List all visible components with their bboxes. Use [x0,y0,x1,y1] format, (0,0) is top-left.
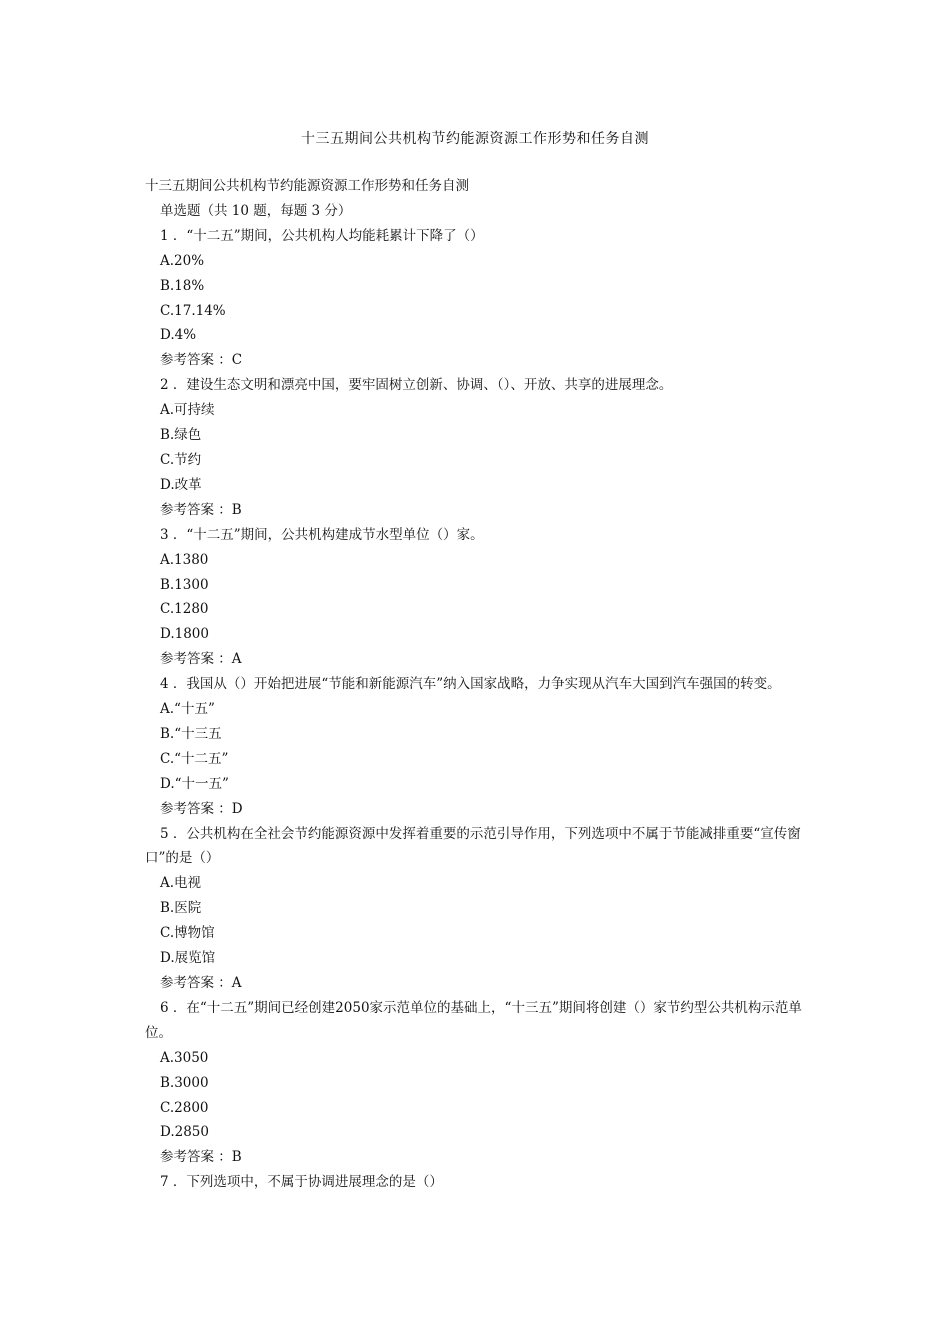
answer-option: A.1380 [160,551,209,568]
answer-option: A.可持续 [160,402,215,419]
answer-option: A.3050 [160,1049,209,1066]
reference-answer: 参考答案 ：A [160,651,242,668]
section-heading: 单选题（共 10 题，每题 3 分） [160,202,352,219]
question-block [145,1170,805,1195]
question-block [145,523,805,672]
answer-option: C.博物馆 [160,925,215,942]
answer-option: B.“十三五 [160,725,222,742]
answer-option: A.“十五” [160,701,215,718]
answer-option: D.展览馆 [160,950,216,967]
answer-option: A.电视 [160,875,202,892]
question-text: 1 ．“十二五”期间，公共机构人均能耗累计下降了（） [160,227,484,244]
question-text: 6 ．在“十二五”期间已经创建2050家示范单位的基础上，“十三五”期间将创建（）家节约型公共机构示范单位。 [145,999,802,1041]
answer-option: D.“十一五” [160,775,229,792]
question-text: 5 ．公共机构在全社会节约能源资源中发挥着重要的示范引导作用，下列选项中不属于节能减排重要“宣传窗口”的是（） [145,825,801,867]
reference-answer: 参考答案 ：D [160,800,243,817]
answer-option: D.2850 [160,1124,209,1141]
answer-option: C.17.14% [160,302,226,319]
question-text: 3 ．“十二五”期间，公共机构建成节水型单位（）家。 [160,526,484,543]
question-block [145,373,805,522]
answer-option: B.18% [160,277,205,294]
question-text: 7 ．下列选项中，不属于协调进展理念的是（） [160,1174,443,1191]
answer-option: D.4% [160,327,197,344]
question-text: 2 ．建设生态文明和漂亮中国，要牢固树立创新、协调、（）、开放、共享的进展理念。 [160,377,673,394]
question-block [145,672,805,821]
answer-option: D.改革 [160,476,202,493]
reference-answer: 参考答案 ：B [160,1149,242,1166]
answer-option: B.医院 [160,900,202,917]
answer-option: B.3000 [160,1074,209,1091]
answer-option: C.2800 [160,1099,209,1116]
reference-answer: 参考答案 ：B [160,501,242,518]
answer-option: D.1800 [160,626,209,643]
question-block [145,822,805,996]
reference-answer: 参考答案 ：A [160,975,242,991]
answer-option: A.20% [160,252,205,269]
answer-option: C.节约 [160,451,202,468]
answer-option: C.1280 [160,601,209,618]
answer-option: B.1300 [160,576,209,593]
document-title: 十三五期间公共机构节约能源资源工作形势和任务自测 [301,131,649,147]
question-block [145,224,805,373]
document-subtitle: 十三五期间公共机构节约能源资源工作形势和任务自测 [145,178,469,194]
question-block [145,996,805,1170]
answer-option: C.“十二五” [160,750,229,767]
answer-option: B.绿色 [160,427,202,444]
reference-answer: 参考答案 ：C [160,352,243,369]
question-text: 4 ．我国从（）开始把进展“节能和新能源汽车”纳入国家战略，力争实现从汽车大国到汽车强国的转变。 [160,676,781,693]
document-body [145,174,805,1195]
